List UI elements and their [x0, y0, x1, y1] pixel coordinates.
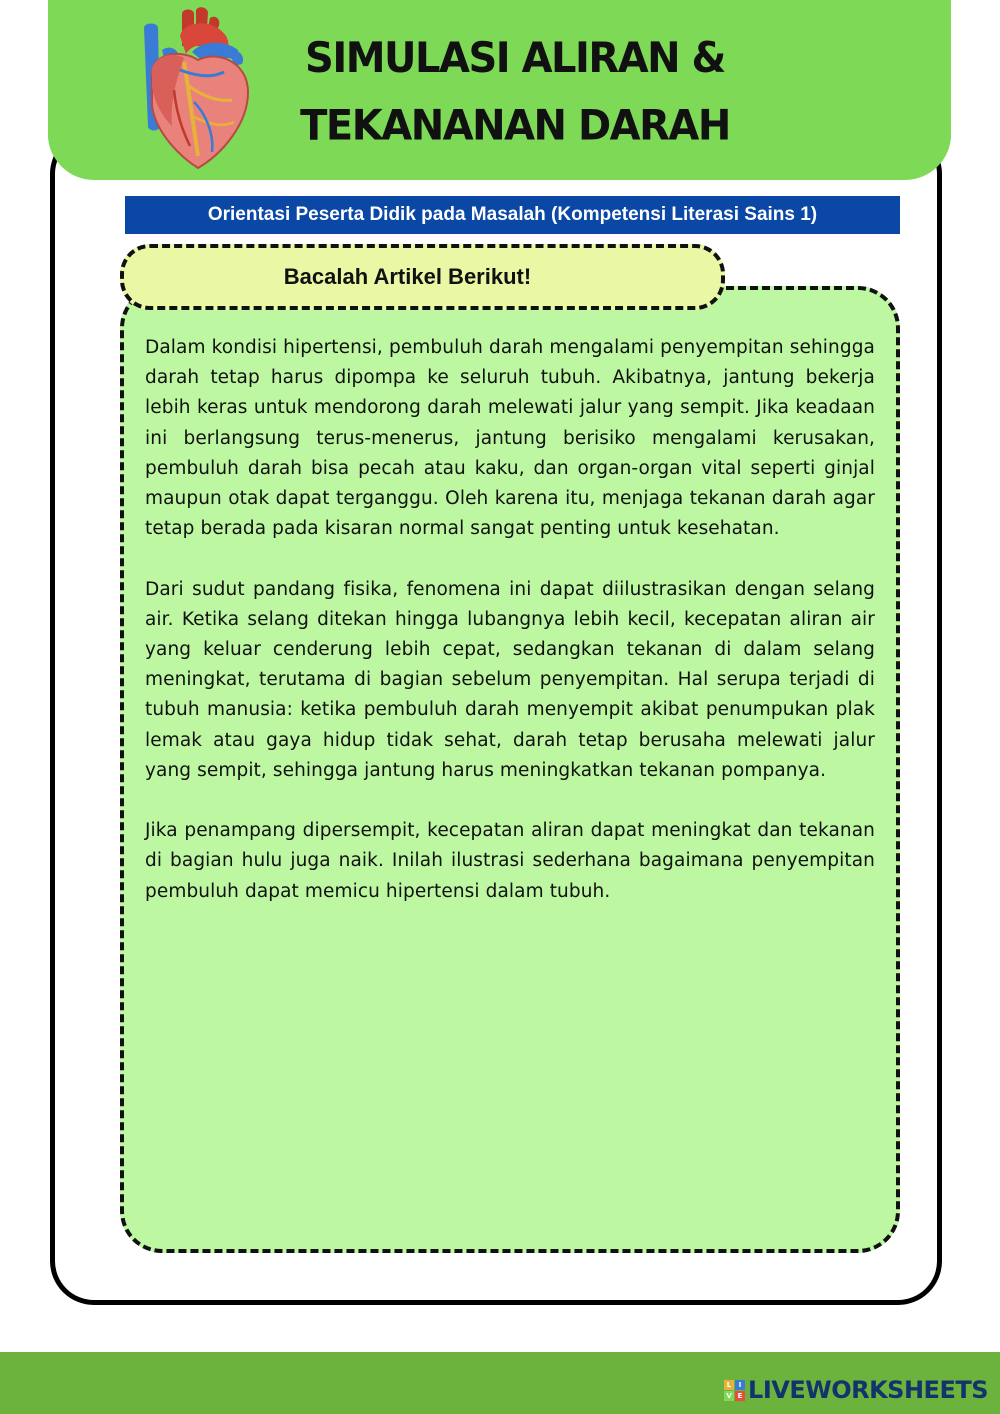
logo-mark-letter-e: E: [735, 1391, 745, 1401]
liveworksheets-logo-text: LIVEWORKSHEETS: [748, 1376, 988, 1404]
logo-mark-letter-v: V: [724, 1391, 734, 1401]
article-paragraph-1: Dalam kondisi hipertensi, pembuluh darah mengalami penyempitan sehingga darah tetap harus dipompa ke seluruh tubuh. Akibatnya, jantung bekerja lebih keras untuk mendorong darah melewati jalur yang sempit. Jika keadaan ini berlangsung terus-menerus, jantung berisiko mengalami kerusakan, pembuluh darah bisa pecah atau kaku, dan organ-organ vital seperti ginjal maupun otak dapat terganggu. Oleh karena itu, menjaga tekanan darah agar tetap berada pada kisaran normal sangat penting untuk kesehatan.: [145, 337, 875, 540]
liveworksheets-logo[interactable]: [724, 1372, 988, 1408]
logo-mark-letter-i: I: [735, 1380, 745, 1390]
article-body: [145, 333, 875, 937]
article-paragraph-3: Jika penampang dipersempit, kecepatan aliran dapat meningkat dan tekanan di bagian hulu juga naik. Inilah ilustrasi sederhana bagaimana penyempitan pembuluh dapat memicu hipertensi dalam tubuh.: [145, 820, 875, 902]
page-title-line-2: TEKANANAN DARAH: [300, 101, 730, 150]
heart-anatomy-icon: [122, 6, 258, 172]
article-tab-label: Bacalah Artikel Berikut!: [120, 244, 725, 310]
logo-mark-letter-l: L: [724, 1380, 734, 1390]
page-title: [290, 25, 740, 159]
liveworksheets-logo-icon: [724, 1380, 745, 1401]
section-heading-bar: Orientasi Peserta Didik pada Masalah (Kompetensi Literasi Sains 1): [125, 196, 900, 234]
page-title-line-1: SIMULASI ALIRAN &: [305, 34, 725, 83]
article-paragraph-2: Dari sudut pandang fisika, fenomena ini dapat diilustrasikan dengan selang air. Ketika selang ditekan hingga lubangnya lebih kecil, kecepatan aliran air yang keluar cenderung lebih cepat, sedangkan tekanan di dalam selang meningkat, terutama di bagian sebelum penyempitan. Hal serupa terjadi di tubuh manusia: ketika pembuluh darah menyempit akibat penumpukan plak lemak atau gaya hidup tidak sehat, darah tetap berusaha melewati jalur yang sempit, sehingga jantung harus meningkatkan tekanan pompanya.: [145, 578, 875, 781]
